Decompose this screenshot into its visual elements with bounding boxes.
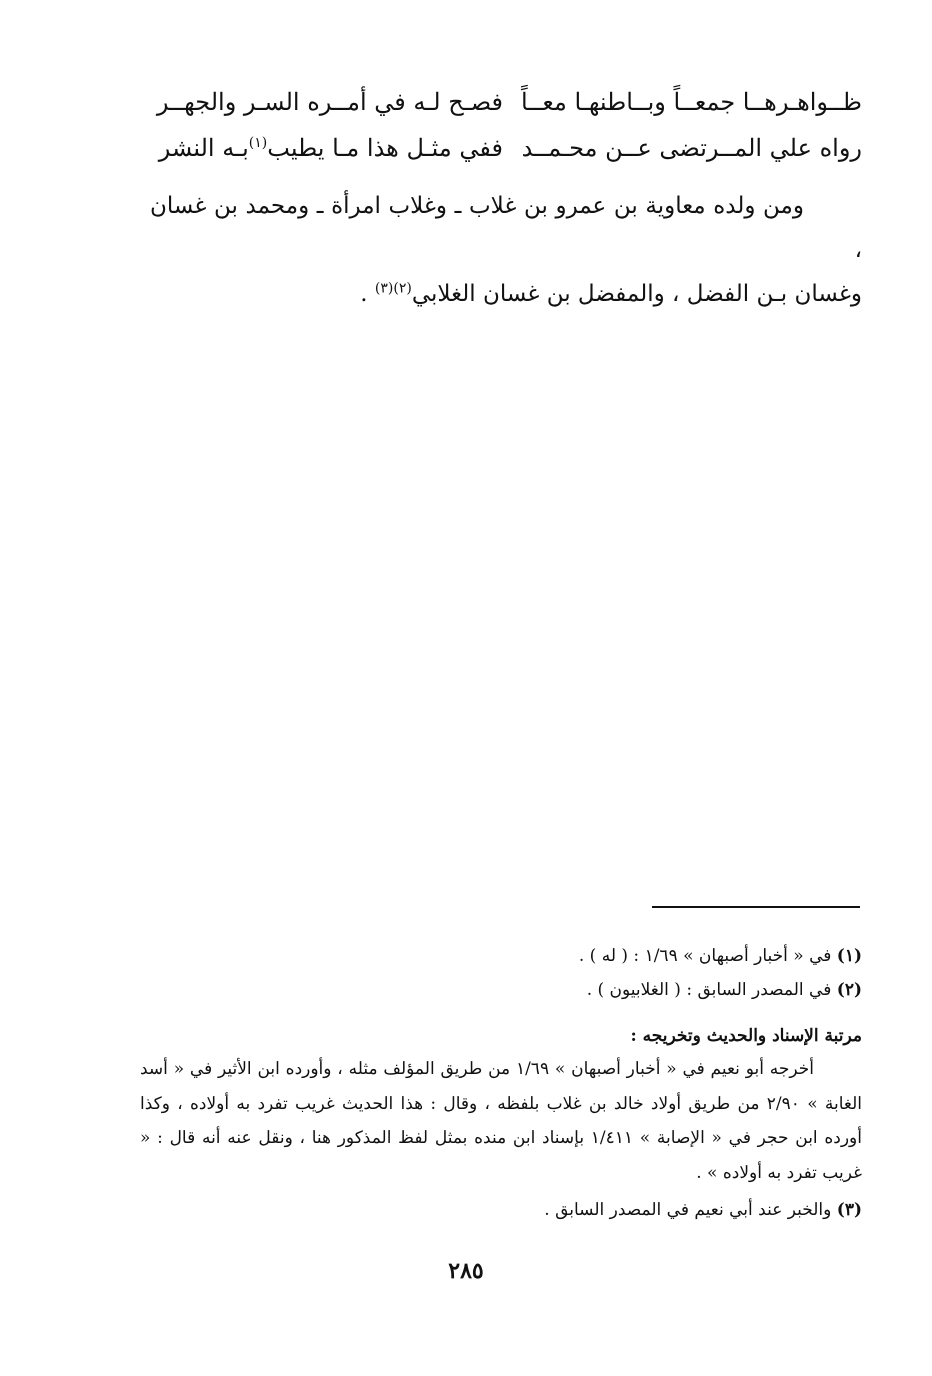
prose-paragraph [150,184,862,316]
verse-1-second-hemistich: فصـح لـه في أمــره السـر والجهــر [156,88,503,116]
footnote-3-number: (٣) [836,1200,862,1220]
prose-line-2 [150,272,862,316]
page-number: ٢٨٥ [448,1258,484,1284]
footnote-ref-2-3[interactable]: (٢)(٣) [374,280,412,297]
verse-2-second-hemistich [158,128,503,168]
footnote-1-number: (١) [836,946,862,966]
prose-line-2-text: وغسان بـن الفضل ، والمفضل بن غسان الغلابي [411,281,862,307]
footnote-2 [140,972,862,1008]
prose-line-2-end: . [360,281,375,307]
footnote-1-text: في « أخبار أصبهان » ١/٦٩ : ( له ) . [578,946,832,966]
footnote-3 [140,1192,862,1228]
verse-line-1 [158,82,862,122]
isnad-heading: مرتبة الإسناد والحديث وتخريجه : [630,1026,862,1046]
isnad-body-text: أخرجه أبو نعيم في « أخبار أصبهان » ١/٦٩ من طريق المؤلف مثله ، وأورده ابن الأثير في « أسد الغابة » ٢/٩٠ من طريق أولاد خالد بن غلاب بلفظه ، وقال : هذا الحديث غريب تفرد به أولاده ، وكذا أورده ابن حجر في « الإصابة » ١/٤١١ بإسناد ابن منده بمثل لفظ المذكور هنا ، ونقل عنه أنه قال : « غريب تفرد به أولاده » . [140,1059,862,1183]
verse-line-2 [158,128,862,168]
verse-2-first-hemistich: رواه علي المــرتضى عــن محـمــد [521,134,862,162]
verse-2-text-after-ref: بـه النشر [158,134,249,162]
footnote-1 [140,938,862,974]
footnote-3-text: والخبر عند أبي نعيم في المصدر السابق . [544,1200,832,1220]
verse-1-first-hemistich: ظــواهـرهــا جمعــاً وبــاطنهـا معــاً [521,88,862,116]
footnote-ref-1[interactable]: (١) [248,135,268,151]
footnote-2-text: في المصدر السابق : ( الغلابيون ) . [586,980,832,1000]
verse-2-text-before-ref: ففي مثـل هذا مـا يطيب [267,134,503,162]
footnote-separator [652,906,860,908]
prose-line-1: ومن ولده معاوية بن عمرو بن غلاب ـ وغلاب امرأة ـ ومحمد بن غسان ، [150,193,862,263]
footnote-2-number: (٢) [836,980,862,1000]
isnad-body [140,1052,862,1190]
